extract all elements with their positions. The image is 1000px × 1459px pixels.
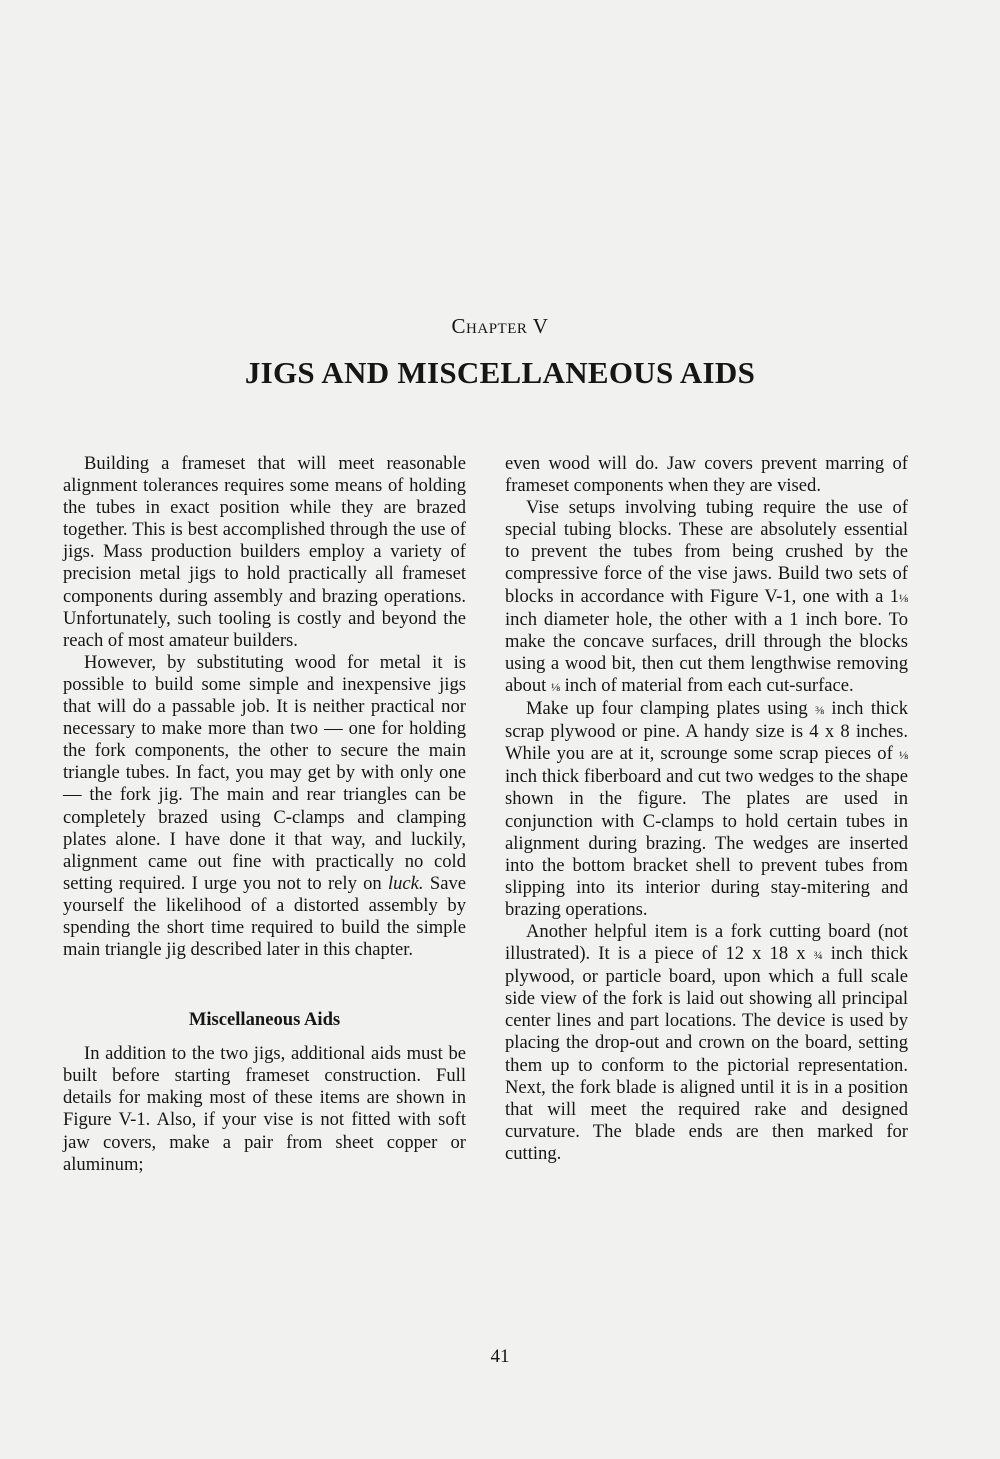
section-heading-misc-aids: Miscellaneous Aids <box>188 1009 341 1031</box>
paragraph-text: inch thick fiberboard and cut two wedges to the shape shown in the figure. The plates are used in conjunction with C-clamps to hold certain tubes in alignment during brazing. The wedges are inserted into the bottom bracket shell to prevent tubes from slipping into its interior during stay-mitering and brazing operations. <box>505 766 908 920</box>
paragraph-text: Save yourself the likelihood of a distorted assembly by spending the short time required to build the simple main triangle jig described later in this chapter. <box>63 872 466 961</box>
paragraph-additional-aids: In addition to the two jigs, additional aids must be built before starting frameset construction. Full details for making most of these items are shown in Figure V-1. Also, if your vise is not fitted with soft jaw covers, make a pair from sheet copper or aluminum; <box>63 1043 466 1175</box>
paragraph-text: inch of material from each cut-surface. <box>559 674 854 696</box>
paragraph-wood-jigs <box>63 652 466 961</box>
chapter-title: JIGS AND MISCELLANEOUS AIDS <box>244 355 756 390</box>
right-column <box>505 453 908 1165</box>
paragraph-tubing-blocks <box>505 497 908 698</box>
paragraph-jaw-covers: even wood will do. Jaw covers prevent marring of frameset components when they are vised. <box>505 453 908 497</box>
paragraph-text: inch thick scrap plywood or pine. A handy size is 4 x 8 inches. While you are at it, scrounge some scrap pieces of <box>505 698 908 765</box>
chapter-label: Chapter V <box>451 314 549 338</box>
paragraph-text: Make up four clamping plates using <box>526 698 816 720</box>
paragraph-clamping-plates <box>505 698 908 921</box>
paragraph-text: inch diameter hole, the other with a 1 inch bore. To make the concave surfaces, drill through the blocks using a wood bit, then cut them lengthwise removing about <box>505 608 908 696</box>
paragraph-fork-cutting-board <box>505 921 908 1165</box>
paragraph-text: Another helpful item is a fork cutting board (not illustrated). It is a piece of 12 x 18 x <box>505 920 908 965</box>
fraction: ¾ <box>813 948 823 963</box>
fraction: ⅛ <box>899 590 908 605</box>
page-number: 41 <box>490 1346 510 1367</box>
fraction: ⅛ <box>550 679 560 694</box>
left-column <box>63 453 466 1176</box>
paragraph-text: inch thick plywood, or particle board, upon which a full scale side view of the fork is laid out showing all principal center lines and part locations. The device is used by placing the drop-out and crown on the board, setting them up to conform to the pictorial representation. Next, the fork blade is aligned until it is in a position that will meet the required rake and designed curvature. The blade ends are then marked for cutting. <box>505 943 908 1164</box>
paragraph-text: However, by substituting wood for metal it is possible to build some simple and inexpensive jigs that will do a passable job. It is neither practical nor necessary to make more than two — one for holding the fork components, the other to secure the main triangle tubes. In fact, you may get by with only one — the fork jig. The main and rear triangles can be completely brazed using C-clamps and clamping plates alone. I have done it that way, and luckily, alignment came out fine with practically no cold setting required. I urge you not to rely on <box>63 651 466 894</box>
paragraph-text: Vise setups involving tubing require the use of special tubing blocks. These are absolutely essential to prevent the tubes from being crushed by the compressive force of the vise jaws. Build two sets of blocks in accordance with Figure V-1, one with a 1 <box>505 497 908 607</box>
fraction: ⅜ <box>815 703 825 718</box>
paragraph-frameset-alignment: Building a frameset that will meet reasonable alignment tolerances requires some means of holding the tubes in exact position while they are brazed together. This is best accomplished through the use of jigs. Mass production builders employ a variety of precision metal jigs to hold practically all frameset components during assembly and brazing operations. Unfortunately, such tooling is costly and beyond the reach of most amateur builders. <box>63 453 466 651</box>
emphasis-luck: luck. <box>387 872 424 894</box>
fraction: ⅛ <box>899 748 908 763</box>
